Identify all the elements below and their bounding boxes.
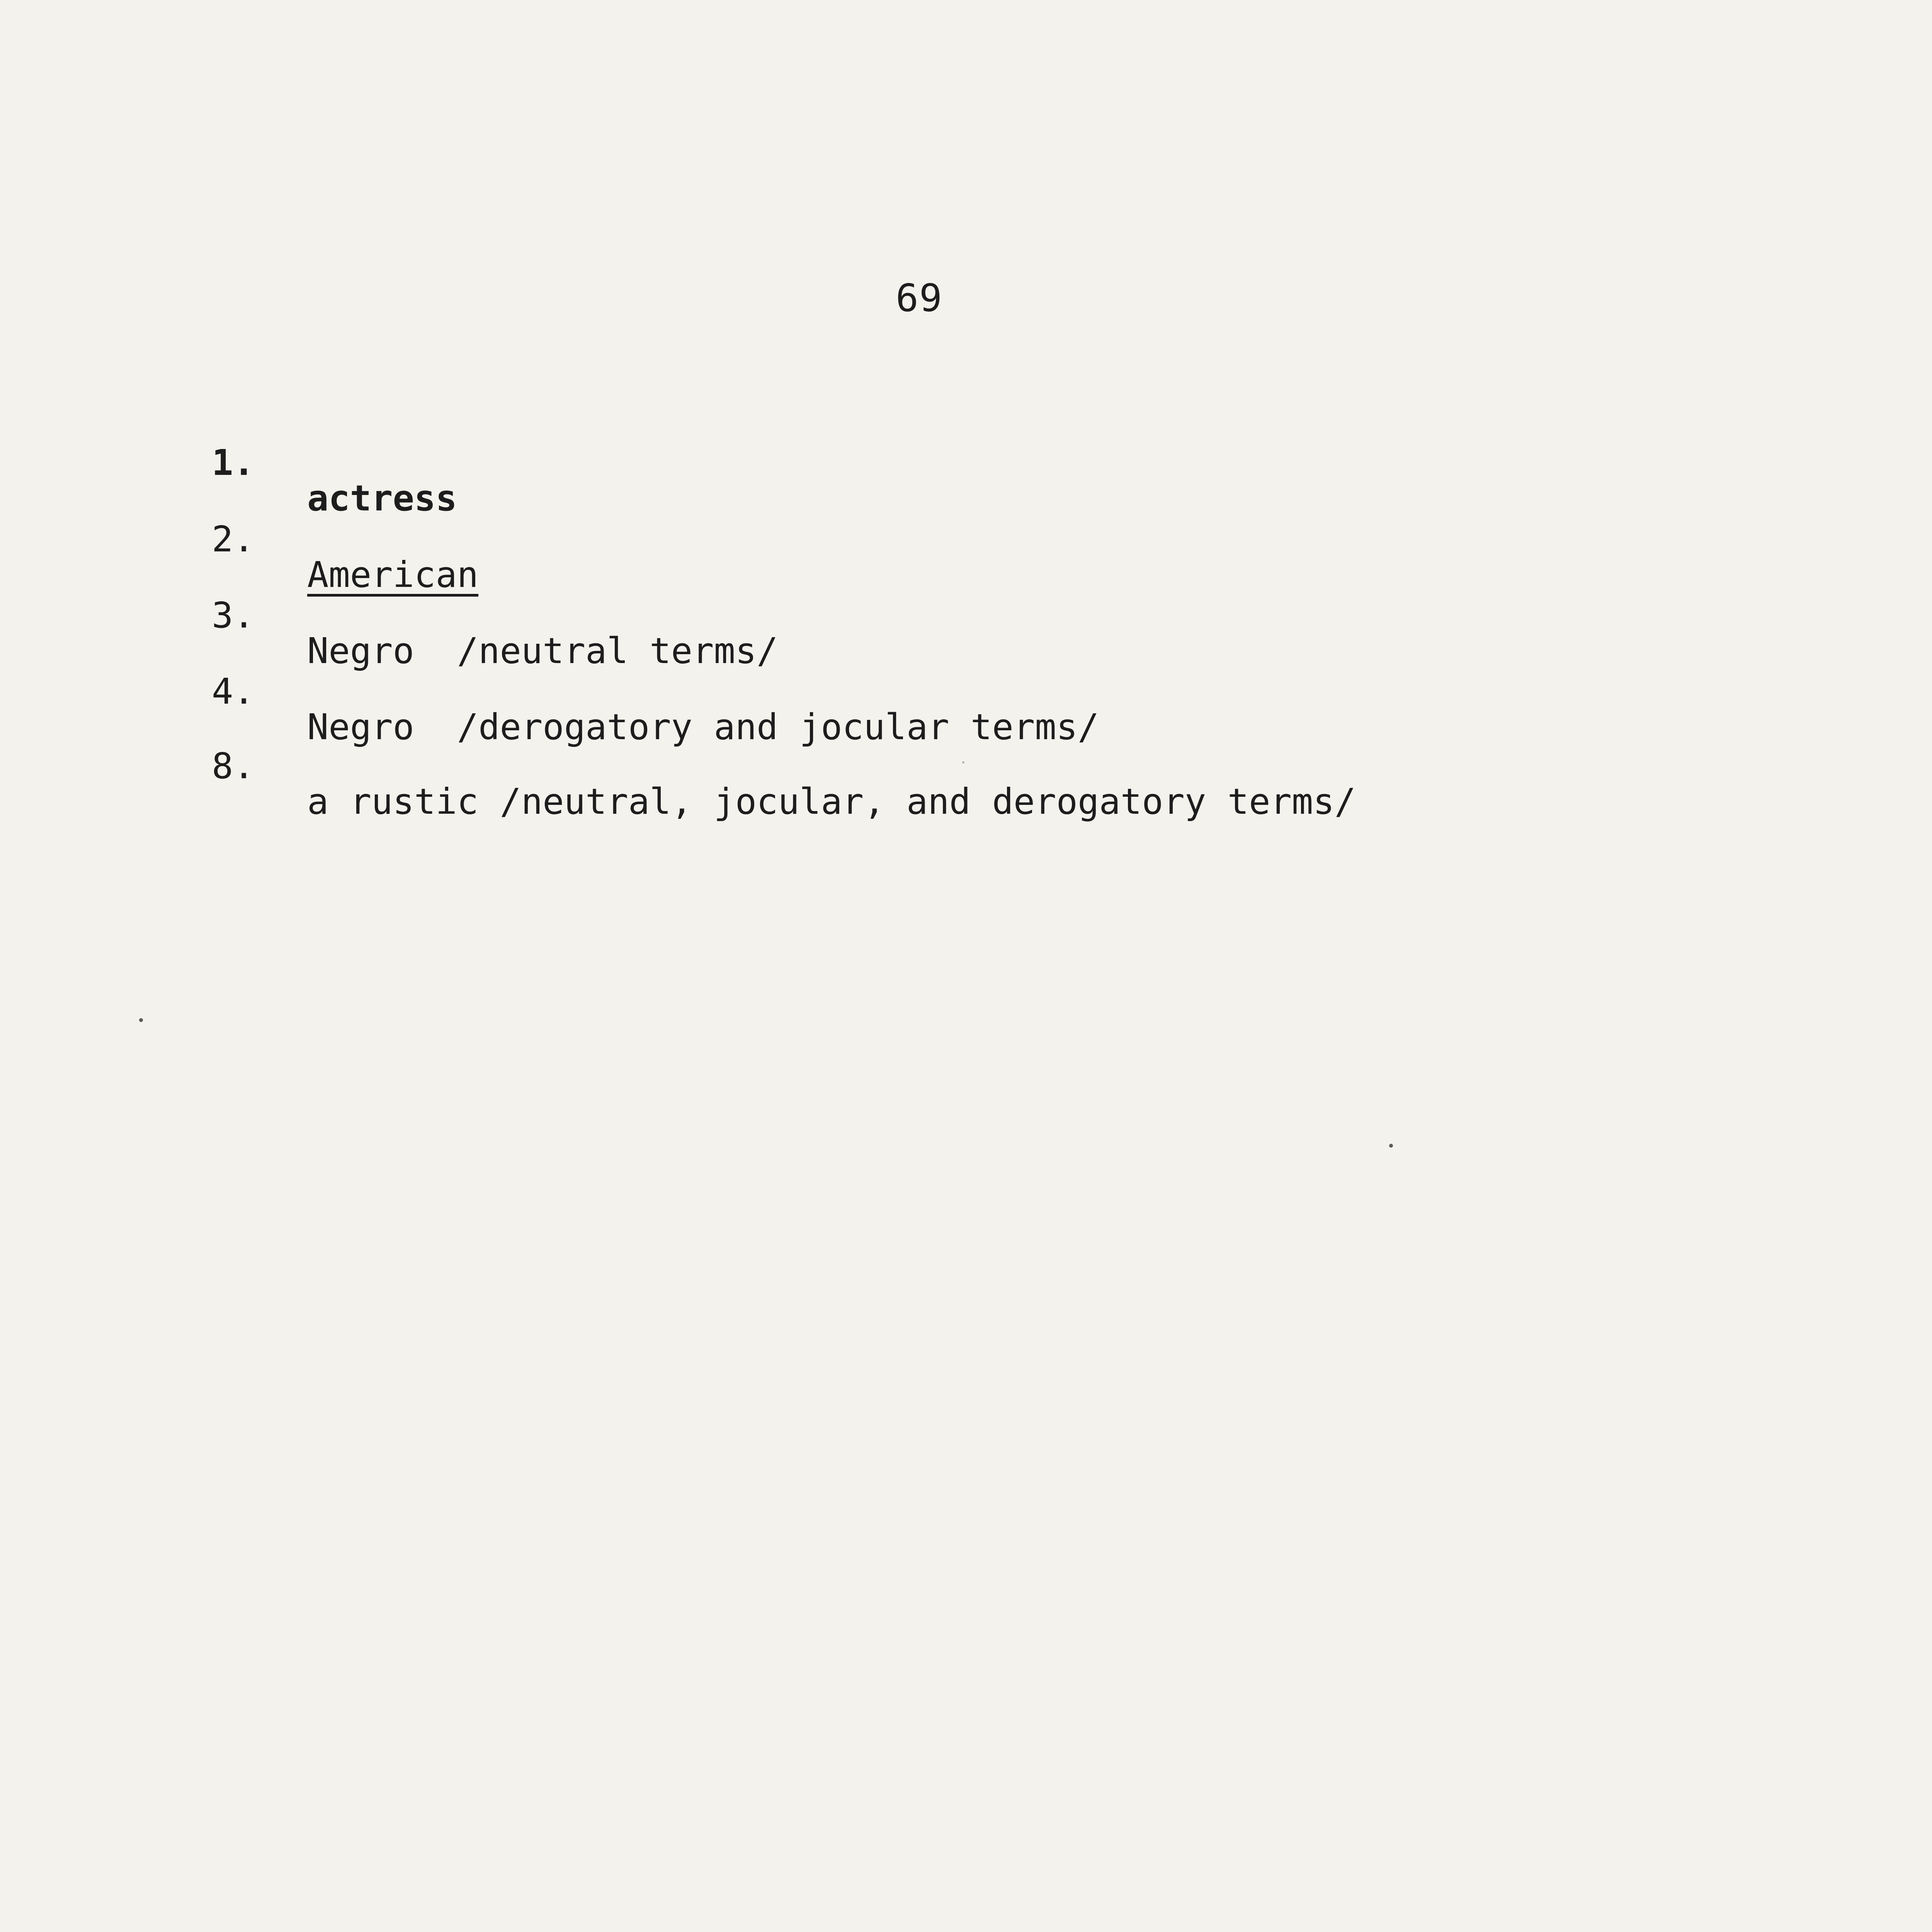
paper-speck: [1389, 1144, 1393, 1148]
list-item-text: a rustic /neutral, jocular, and derogatory terms/: [307, 781, 1356, 822]
list-item-number: 2.: [212, 519, 255, 560]
paper-speck: [962, 761, 964, 764]
list-item-number: 1.: [212, 442, 255, 483]
list-item-number: 3.: [212, 595, 255, 636]
list-item-text: actress: [307, 478, 457, 519]
list-item-number: 4.: [212, 671, 255, 712]
paper-speck: [139, 1018, 143, 1022]
list-item-text: American: [307, 554, 479, 595]
list-item-number: 8.: [212, 745, 255, 787]
list-item-text: Negro /derogatory and jocular terms/: [307, 706, 1099, 748]
list-item-text: Negro /neutral terms/: [307, 630, 778, 672]
page-number: 69: [896, 276, 943, 320]
